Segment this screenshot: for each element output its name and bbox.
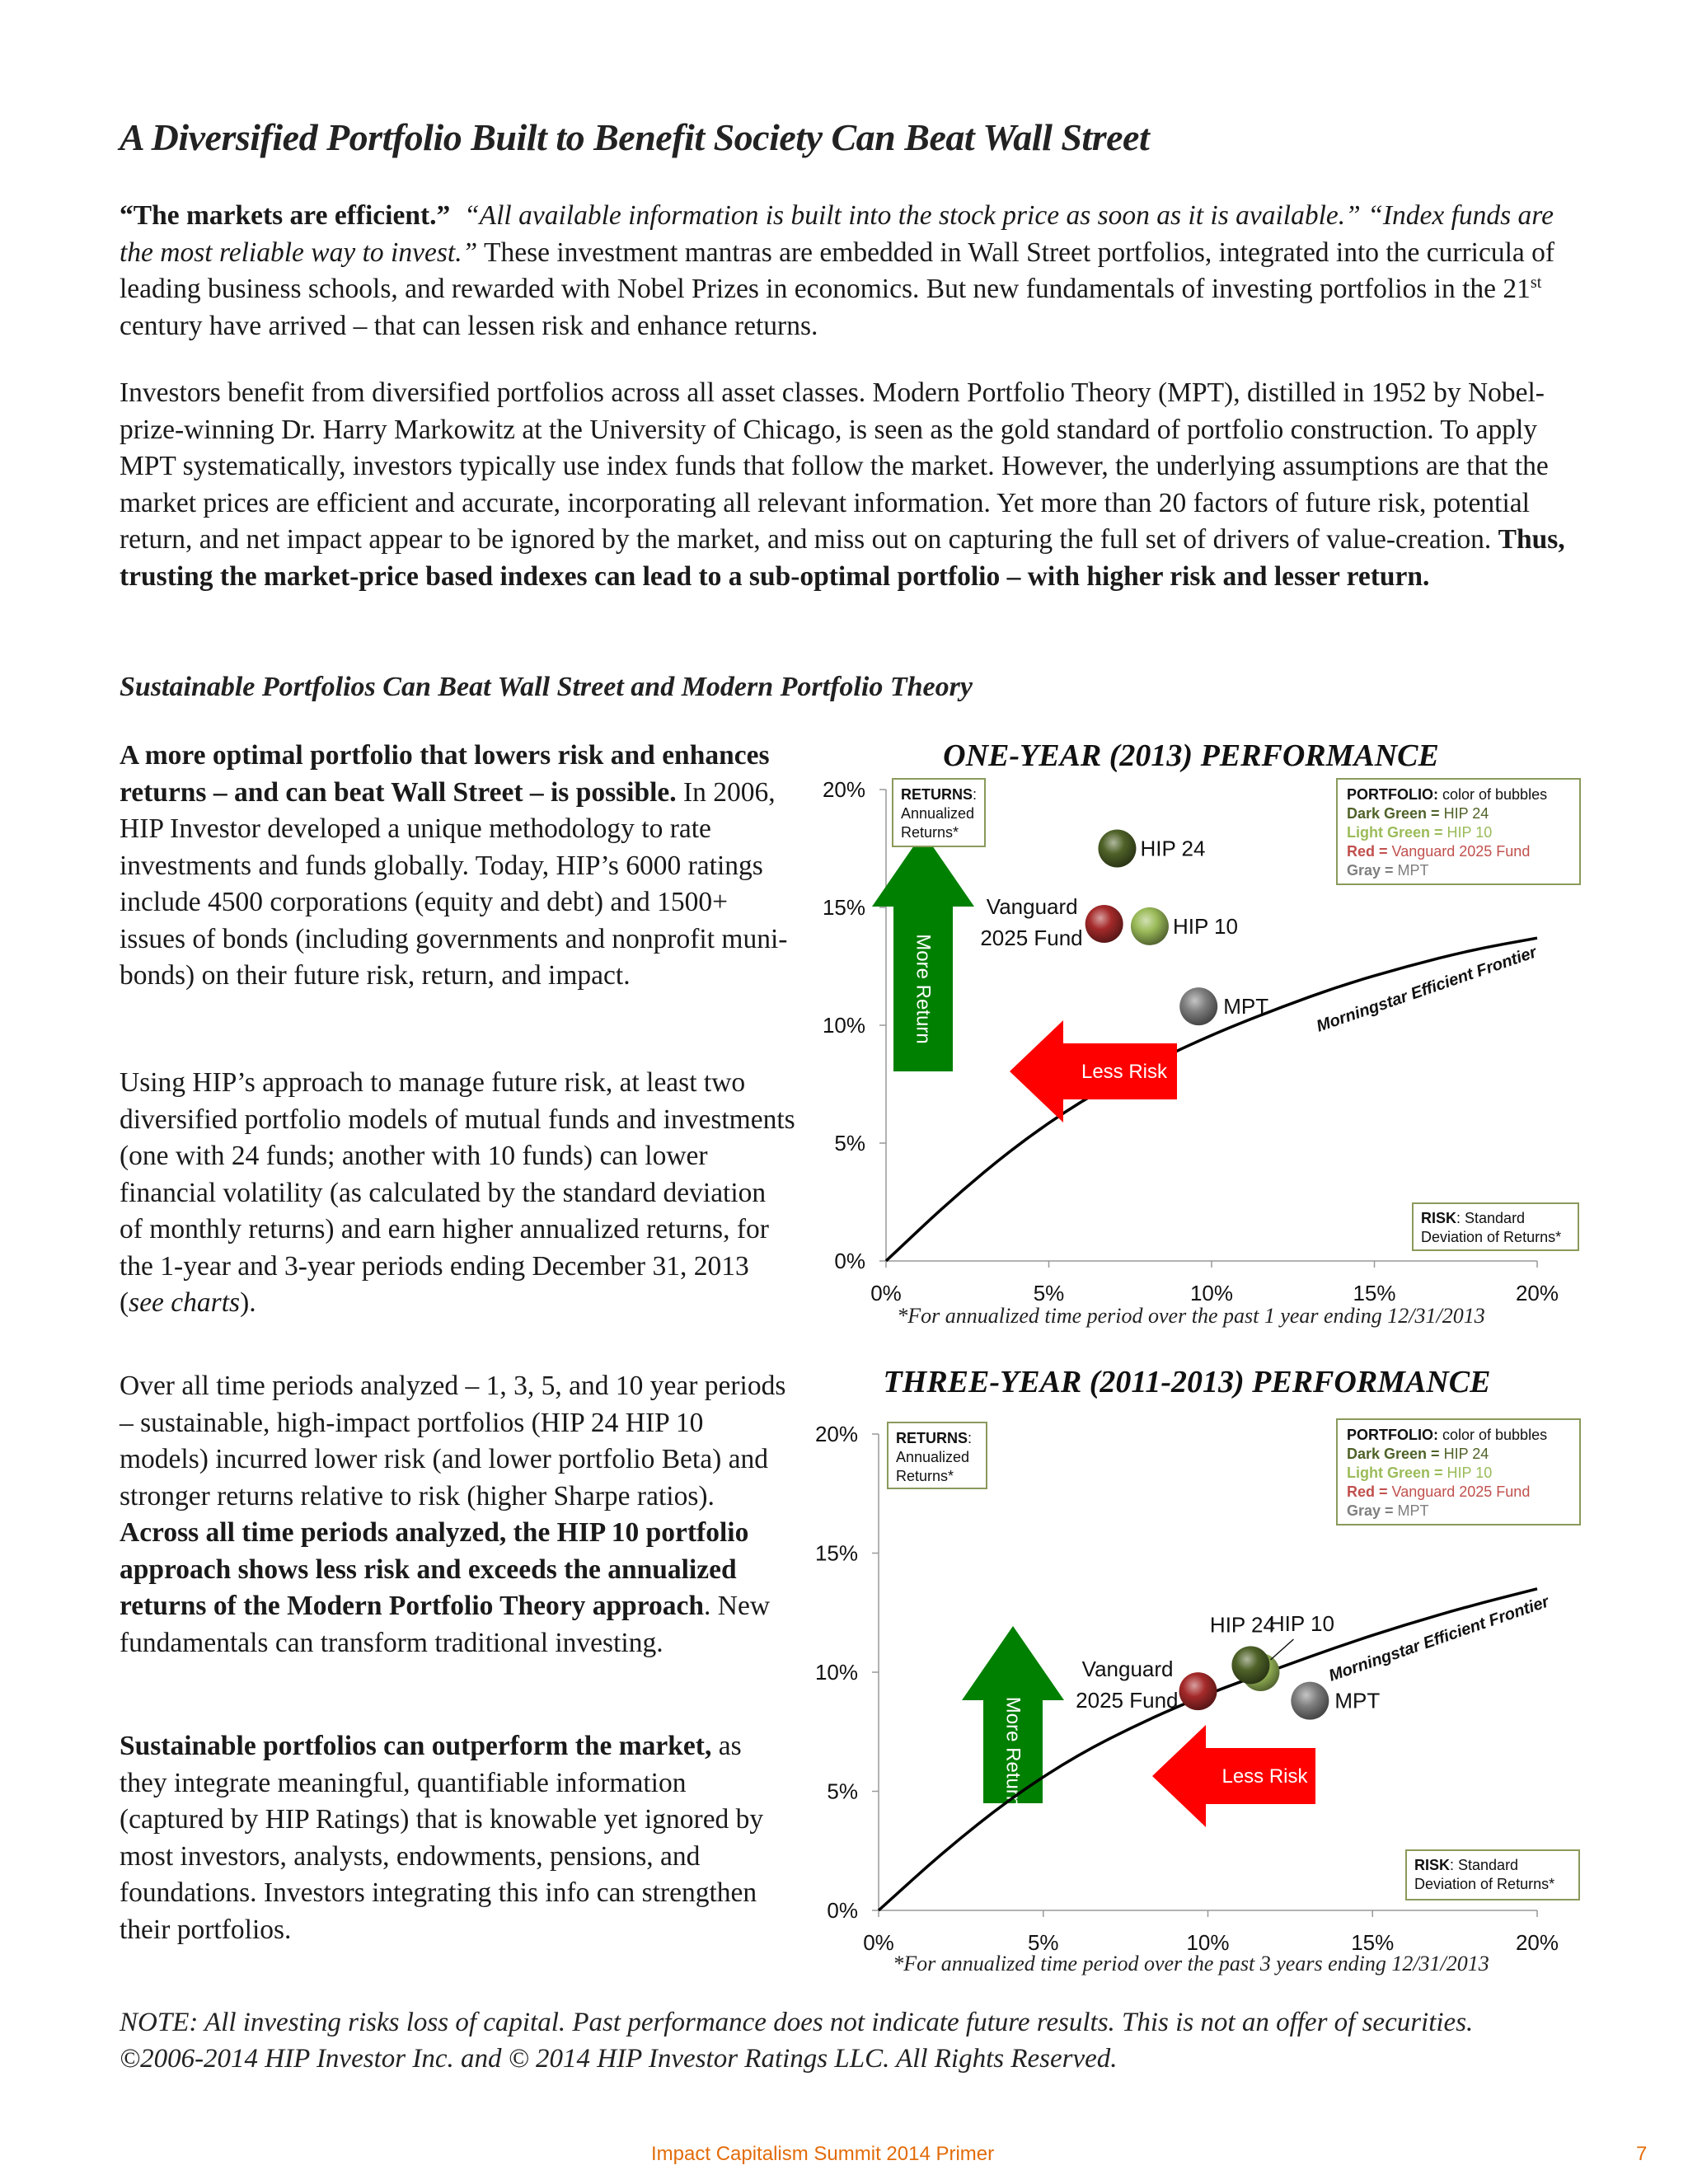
- legend-entry: Dark Green = HIP 24: [1347, 1446, 1489, 1462]
- bubble-vanguard-2025-fund: [1085, 905, 1123, 943]
- bubble-label: 2025 Fund: [980, 926, 1083, 951]
- mpt-paragraph: [120, 375, 1587, 595]
- left-paragraph-3: [120, 1368, 795, 1661]
- disclaimer-note: [120, 2004, 1473, 2077]
- x-tick-label: 5%: [1027, 1930, 1059, 1953]
- mpt-text: Investors benefit from diversified portfolios across all asset classes. Modern Portfolio Theory (MPT), distilled in 1952 by Nobel-prize-winning Dr. Harry Markowitz at the University of Chicago, is seen as the gold standard of portfolio construction. To apply MPT systematically, investors typically use index funds that follow the market. However, the underlying assumptions are that the market prices are efficient and accurate, incorporating all relevant information. Yet more than 20 factors of future risk, potential return, and net impact appear to be ignored by the market, and miss out on capturing the full set of drivers of value-creation.: [120, 377, 1549, 555]
- returns-axis-label-box: [893, 779, 985, 846]
- left-p4-text: as they integrate meaningful, quantifiable information (captured by HIP Ratings) that is knowable yet ignored by most investors, analysts, endowments, pensions, and foundations. Investors integrating this info can strengthen their portfolios.: [120, 1731, 764, 1945]
- bubble-label: Vanguard: [986, 894, 1078, 920]
- legend-entry: Red = Vanguard 2025 Fund: [1347, 843, 1531, 860]
- x-tick-label: 10%: [1189, 1281, 1234, 1305]
- x-tick-label: 0%: [863, 1930, 894, 1953]
- bubble-label: MPT: [1223, 994, 1269, 1019]
- chart-one-year: [791, 775, 1615, 1310]
- less-risk-arrow-icon: [1152, 1725, 1315, 1827]
- bubble-label: HIP 10: [1268, 1611, 1334, 1636]
- svg-text:Less Risk: Less Risk: [1221, 1765, 1308, 1788]
- risk-axis-label-box: [1413, 1203, 1578, 1250]
- svg-text:More Return: More Return: [912, 934, 935, 1044]
- legend-entry: Red = Vanguard 2025 Fund: [1347, 1483, 1531, 1500]
- y-tick-label: 5%: [827, 1779, 858, 1804]
- svg-text:Morningstar Efficient Frontier: Morningstar Efficient Frontier: [1326, 1592, 1552, 1685]
- y-tick-label: 10%: [822, 1013, 865, 1038]
- less-risk-arrow-icon: [1010, 1020, 1177, 1122]
- chart-three-year-title: THREE-YEAR (2011-2013) PERFORMANCE: [883, 1365, 1491, 1399]
- disclaimer-line-1: NOTE: All investing risks loss of capital. Past performance does not indicate future results. This is not an offer of securities.: [120, 2008, 1474, 2037]
- svg-text:RISK: Standard: RISK: Standard: [1414, 1857, 1519, 1873]
- svg-text:RETURNS:: RETURNS:: [896, 1430, 973, 1446]
- svg-text:Deviation of Returns*: Deviation of Returns*: [1414, 1876, 1555, 1892]
- quote-all-information: “All available information is built into the stock price as soon as it is available.”: [464, 200, 1361, 231]
- y-tick-label: 15%: [822, 895, 865, 920]
- see-charts-text: see charts: [129, 1287, 241, 1318]
- svg-text:More Return: More Return: [1001, 1696, 1025, 1807]
- svg-text:Returns*: Returns*: [901, 824, 959, 841]
- x-tick-label: 10%: [1186, 1930, 1230, 1953]
- mpt-conclusion: Thus, trusting the market-price based indexes can lead to a sub-optimal portfolio – with higher risk and lesser return.: [120, 524, 1565, 592]
- svg-text:Annualized: Annualized: [901, 805, 975, 822]
- copyright-line: ©2006-2014 HIP Investor Inc. and © 2014 HIP Investor Ratings LLC. All Rights Reserved.: [120, 2044, 1118, 2074]
- bubble-hip-24: [1098, 830, 1136, 868]
- left-p3-text: Over all time periods analyzed – 1, 3, 5, and 10 year periods – sustainable, high-impact portfolios (HIP 24 HIP 10 models) incurred lower risk (and lower portfolio Beta) and stronger returns relative to risk (higher Sharpe ratios).: [120, 1371, 786, 1511]
- intro-text-end: century have arrived – that can lessen risk and enhance returns.: [120, 310, 818, 341]
- x-tick-label: 20%: [1515, 1281, 1559, 1305]
- bubble-hip-10: [1131, 907, 1169, 945]
- left-p2-text: Using HIP’s approach to manage future risk, at least two diversified portfolio models of mutual funds and investments (one with 24 funds; another with 10 funds) can lower financial volatility (as calculated by the standard deviation of monthly returns) and earn higher annualized returns, for the 1-year and 3-year periods ending December 31, 2013 (: [120, 1067, 795, 1318]
- svg-text:Less Risk: Less Risk: [1081, 1061, 1168, 1083]
- legend-entry: Dark Green = HIP 24: [1347, 805, 1489, 822]
- intro-paragraph: [120, 198, 1587, 344]
- y-tick-label: 15%: [814, 1540, 858, 1566]
- bubble-label: HIP 24: [1209, 1612, 1275, 1638]
- chart-one-year-title: ONE-YEAR (2013) PERFORMANCE: [943, 738, 1439, 773]
- bubble-label: HIP 24: [1140, 836, 1206, 861]
- svg-text:Morningstar Efficient Frontier: Morningstar Efficient Frontier: [1314, 943, 1540, 1036]
- chart-three-year: [791, 1401, 1615, 1953]
- left-p4-bold: Sustainable portfolios can outperform the market,: [120, 1731, 712, 1761]
- y-tick-label: 5%: [834, 1131, 865, 1155]
- bubble-vanguard-2025-fund: [1179, 1672, 1217, 1710]
- portfolio-legend: [1337, 779, 1580, 884]
- y-tick-label: 10%: [814, 1660, 858, 1685]
- y-tick-label: 0%: [834, 1249, 865, 1273]
- svg-text:RISK: Standard: RISK: Standard: [1421, 1210, 1526, 1226]
- x-tick-label: 0%: [870, 1281, 902, 1305]
- bubble-label: HIP 10: [1172, 913, 1238, 939]
- left-paragraph-4: [120, 1728, 795, 1948]
- returns-axis-label-box: [888, 1422, 987, 1488]
- quote-markets-efficient: “The markets are efficient.”: [120, 200, 451, 231]
- chart-three-year-footnote: *For annualized time period over the past 3 years ending 12/31/2013: [893, 1952, 1489, 1975]
- legend-entry: Light Green = HIP 10: [1347, 824, 1493, 841]
- y-tick-label: 20%: [822, 777, 865, 802]
- more-return-arrow-icon: [962, 1626, 1064, 1807]
- svg-text:PORTFOLIO: color of bubbles: PORTFOLIO: color of bubbles: [1347, 1427, 1548, 1443]
- portfolio-legend: [1337, 1419, 1580, 1525]
- intro-text: These investment mantras are embedded in Wall Street portfolios, integrated into the curricula of leading business schools, and rewarded with Nobel Prizes in economics. But new fundamentals of investing portfolios in the 21: [120, 237, 1555, 304]
- bubble-label: MPT: [1334, 1688, 1381, 1713]
- left-p3-bold: Across all time periods analyzed, the HIP 10 portfolio approach shows less risk and exceeds the annualized returns of the Modern Portfolio Theory approach: [120, 1517, 749, 1621]
- hip10-pointer-arrow-icon: [1270, 1639, 1293, 1660]
- bubble-label: Vanguard: [1081, 1657, 1174, 1682]
- bubble-mpt: [1291, 1682, 1329, 1720]
- risk-axis-label-box: [1406, 1850, 1579, 1900]
- section-subheading: Sustainable Portfolios Can Beat Wall Street and Modern Portfolio Theory: [120, 672, 973, 702]
- svg-text:Annualized: Annualized: [896, 1449, 970, 1465]
- svg-text:Returns*: Returns*: [896, 1468, 954, 1484]
- bubble-label: 2025 Fund: [1076, 1688, 1179, 1713]
- left-p1-bold: A more optimal portfolio that lowers risk and enhances returns – and can beat Wall Street – is possible.: [120, 740, 770, 808]
- y-tick-label: 0%: [827, 1898, 858, 1923]
- page-number: 7: [1636, 2143, 1648, 2165]
- left-p2-end: ).: [240, 1287, 256, 1318]
- bubble-hip-24: [1231, 1646, 1269, 1684]
- left-paragraph-1: [120, 738, 795, 995]
- x-tick-label: 15%: [1353, 1281, 1396, 1305]
- y-tick-label: 20%: [814, 1422, 858, 1446]
- quote-index-funds: “Index funds are the most reliable way to invest.”: [120, 200, 1554, 268]
- footer-title: Impact Capitalism Summit 2014 Primer: [651, 2143, 995, 2165]
- svg-text:Deviation of Returns*: Deviation of Returns*: [1421, 1229, 1562, 1245]
- x-tick-label: 15%: [1351, 1930, 1395, 1953]
- legend-entry: Light Green = HIP 10: [1347, 1465, 1493, 1481]
- bubble-mpt: [1179, 987, 1217, 1025]
- left-p3-end: . New fundamentals can transform traditional investing.: [120, 1591, 771, 1658]
- page-title: A Diversified Portfolio Built to Benefit Society Can Beat Wall Street: [120, 116, 1150, 158]
- bubble-labels: [1076, 1611, 1380, 1713]
- more-return-arrow-icon: [872, 832, 974, 1071]
- chart-one-year-footnote: *For annualized time period over the past 1 year ending 12/31/2013: [897, 1304, 1485, 1328]
- svg-text:PORTFOLIO: color of bubbles: PORTFOLIO: color of bubbles: [1347, 786, 1548, 803]
- left-p1-text: In 2006, HIP Investor developed a unique methodology to rate investments and funds globally. Today, HIP’s 6000 ratings include 4500 corporations (equity and debt) and 1500+ issues of bonds (including governments and nonprofit muni-bonds) on their future risk, return, and impact.: [120, 776, 788, 991]
- svg-text:RETURNS:: RETURNS:: [901, 786, 978, 803]
- legend-entry: Gray = MPT: [1347, 1502, 1429, 1519]
- superscript-st: st: [1530, 273, 1542, 292]
- x-tick-label: 5%: [1033, 1281, 1065, 1305]
- x-tick-label: 20%: [1515, 1930, 1559, 1953]
- legend-entry: Gray = MPT: [1347, 862, 1429, 879]
- left-paragraph-2: [120, 1065, 795, 1322]
